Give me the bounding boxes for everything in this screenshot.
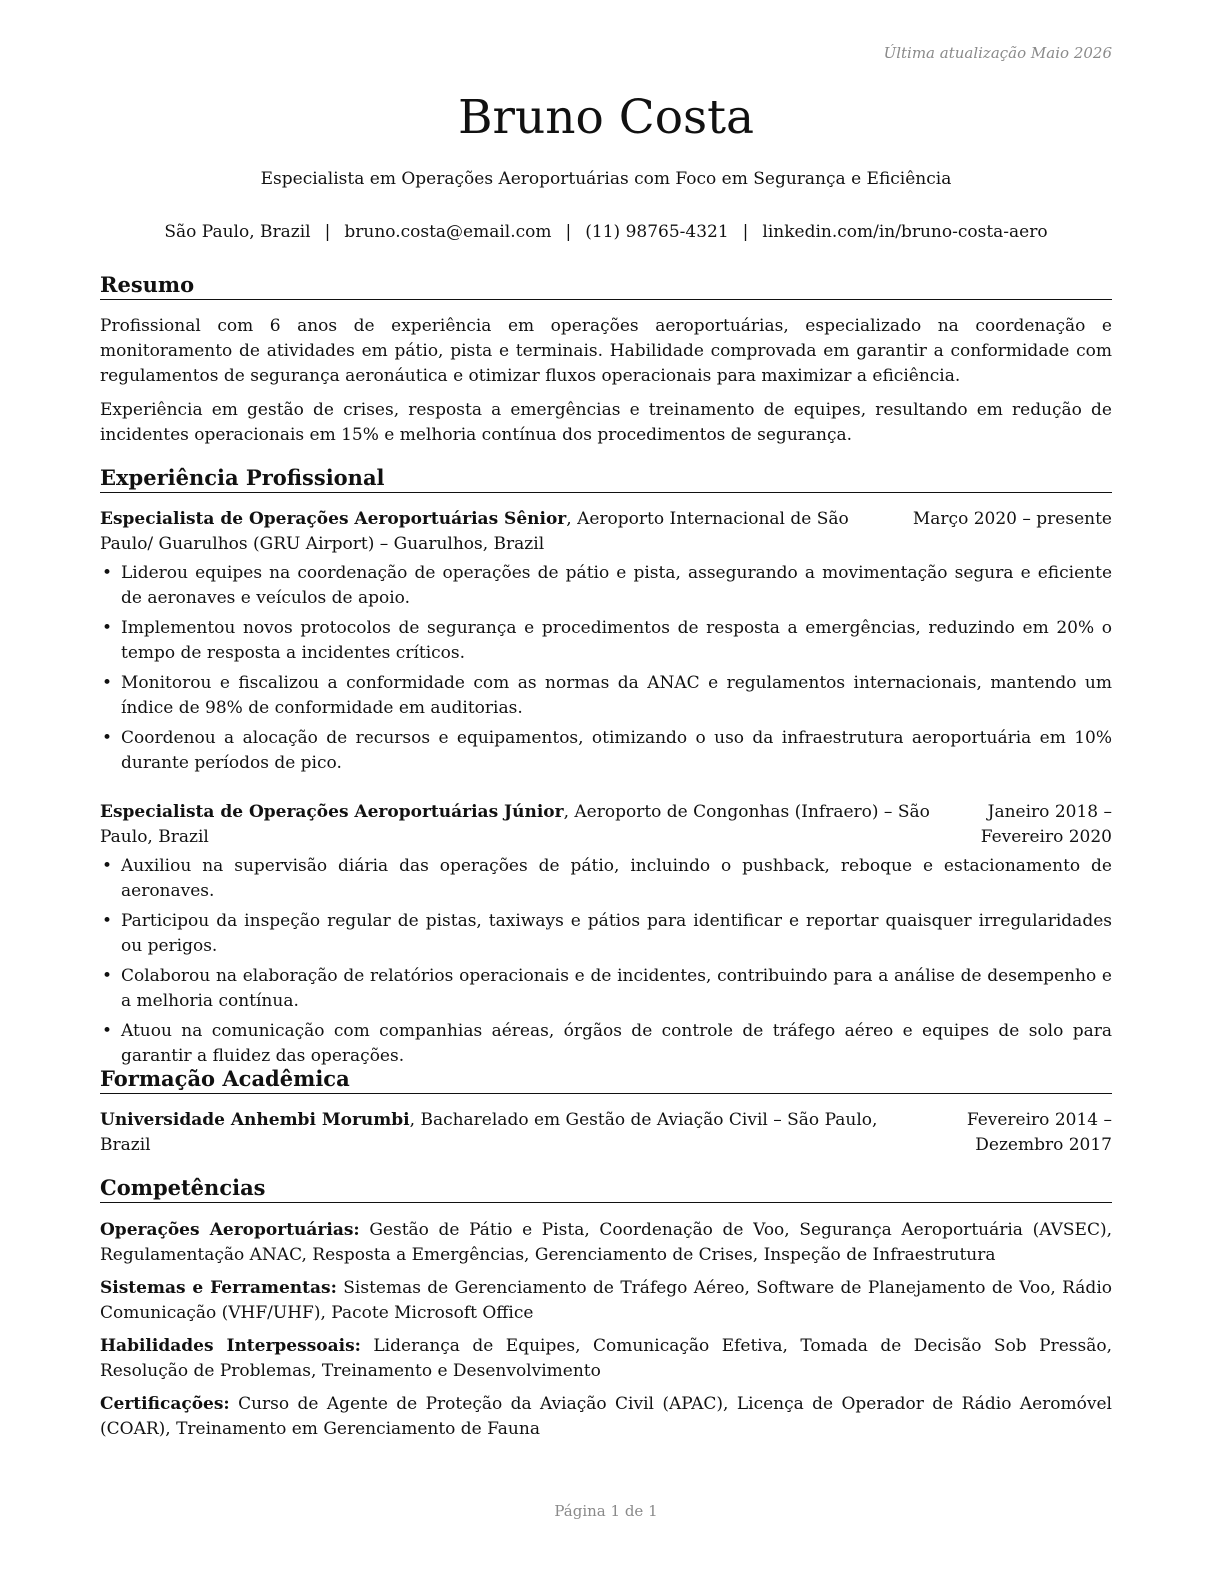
skill-group xyxy=(100,1392,1112,1442)
location: São Paulo, Brazil xyxy=(164,222,311,242)
job-organization: , Aeroporto Internacional de São Paulo/ Guarulhos (GRU Airport) – Guarulhos, Brazil xyxy=(100,509,849,554)
list-item: • Participou da inspeção regular de pistas, taxiways e pátios para identificar e reportar quaisquer irregularidades ou perigos. xyxy=(100,909,1112,959)
section-title-skills: Competências xyxy=(100,1175,1112,1203)
list-item: • Liderou equipes na coordenação de operações de pátio e pista, assegurando a movimentação segura e eficiente de aeronaves e veículos de apoio. xyxy=(100,561,1112,611)
skills-section xyxy=(100,1218,1112,1450)
skill-text: Gestão de Pátio e Pista, Coordenação de Voo, Segurança Aeroportuária (AVSEC), Regulamentação ANAC, Resposta a Emergências, Gerenciamento de Crises, Inspeção de Infraestrutura xyxy=(100,1220,1113,1265)
resume-page xyxy=(100,0,1112,1584)
separator: | xyxy=(742,222,749,242)
job-title-line xyxy=(100,800,930,850)
list-item: • Atuou na comunicação com companhias aéreas, órgãos de controle de tráfego aéreo e equipes de solo para garantir a fluidez das operações. xyxy=(100,1019,1112,1069)
last-updated: Última atualização Maio 2026 xyxy=(883,44,1112,62)
contact-line xyxy=(100,220,1112,244)
skill-text: Sistemas de Gerenciamento de Tráfego Aéreo, Software de Planejamento de Voo, Rádio Comunicação (VHF/UHF), Pacote Microsoft Office xyxy=(100,1278,1112,1323)
list-item: • Colaborou na elaboração de relatórios operacionais e de incidentes, contribuindo para a análise de desempenho e a melhoria contínua. xyxy=(100,964,1112,1014)
list-item: • Coordenou a alocação de recursos e equipamentos, otimizando o uso da infraestrutura aeroportuária em 10% durante períodos de pico. xyxy=(100,726,1112,776)
section-title-summary: Resumo xyxy=(100,272,1112,300)
skill-group xyxy=(100,1276,1112,1326)
school-name: Universidade Anhembi Morumbi xyxy=(100,1110,410,1130)
list-item: • Monitorou e fiscalizou a conformidade com as normas da ANAC e regulamentos internacionais, mantendo um índice de 98% de conformidade em auditorias. xyxy=(100,671,1112,721)
education-entry xyxy=(100,1108,1112,1158)
skill-text: Liderança de Equipes, Comunicação Efetiva, Tomada de Decisão Sob Pressão, Resolução de Problemas, Treinamento e Desenvolvimento xyxy=(100,1336,1112,1381)
skill-label: Certificações: xyxy=(100,1394,230,1414)
education-line xyxy=(100,1108,930,1158)
headline: Especialista em Operações Aeroportuárias com Foco em Segurança e Eficiência xyxy=(260,169,952,189)
job-dates: Março 2020 – presente xyxy=(912,509,1112,529)
skill-group xyxy=(100,1334,1112,1384)
list-item: • Auxiliou na supervisão diária das operações de pátio, incluindo o pushback, reboque e estacionamento de aeronaves. xyxy=(100,854,1112,904)
separator: | xyxy=(324,222,331,242)
skill-text: Curso de Agente de Proteção da Aviação Civil (APAC), Licença de Operador de Rádio Aeromóvel (COAR), Treinamento em Gerenciamento de Fauna xyxy=(100,1394,1112,1439)
education-header xyxy=(100,1108,1112,1158)
summary-section xyxy=(100,314,1112,457)
page-number: Página 1 de 1 xyxy=(554,1502,658,1520)
linkedin-link[interactable]: linkedin.com/in/bruno-costa-aero xyxy=(762,222,1048,242)
skill-group xyxy=(100,1218,1112,1268)
job-dates: Janeiro 2018 – Fevereiro 2020 xyxy=(980,802,1112,847)
summary-paragraph: Experiência em gestão de crises, resposta a emergências e treinamento de equipes, resultando em redução de incidentes operacionais em 15% e melhoria contínua dos procedimentos de segurança. xyxy=(100,400,1112,445)
job-organization: , Aeroporto de Congonhas (Infraero) – São Paulo, Brazil xyxy=(100,802,930,847)
skill-label: Sistemas e Ferramentas: xyxy=(100,1278,337,1298)
job-header xyxy=(100,507,1112,557)
degree-detail: , Bacharelado em Gestão de Aviação Civil – São Paulo, Brazil xyxy=(100,1110,878,1155)
list-item: • Implementou novos protocolos de segurança e procedimentos de resposta a emergências, reduzindo em 20% o tempo de resposta a incidentes críticos. xyxy=(100,616,1112,666)
job-header xyxy=(100,800,1112,850)
job-entry xyxy=(100,507,1112,781)
job-role: Especialista de Operações Aeroportuárias Júnior xyxy=(100,802,564,822)
education-dates: Fevereiro 2014 – Dezembro 2017 xyxy=(966,1110,1112,1155)
skill-label: Operações Aeroportuárias: xyxy=(100,1220,360,1240)
phone: (11) 98765-4321 xyxy=(585,222,729,242)
candidate-name: Bruno Costa xyxy=(457,90,755,145)
job-bullets xyxy=(100,854,1112,1069)
job-role: Especialista de Operações Aeroportuárias Sênior xyxy=(100,509,567,529)
job-title-line xyxy=(100,507,901,557)
section-title-experience: Experiência Profissional xyxy=(100,465,1112,493)
skill-label: Habilidades Interpessoais: xyxy=(100,1336,361,1356)
job-entry xyxy=(100,800,1112,1074)
separator: | xyxy=(565,222,572,242)
job-bullets xyxy=(100,561,1112,776)
summary-paragraph: Profissional com 6 anos de experiência em operações aeroportuárias, especializado na coordenação e monitoramento de atividades em pátio, pista e terminais. Habilidade comprovada em garantir a conformidade com regulamentos de segurança aeronáutica e otimizar fluxos operacionais para maximizar a eficiência. xyxy=(100,316,1112,386)
section-title-education: Formação Acadêmica xyxy=(100,1066,1112,1094)
email-link[interactable]: bruno.costa@email.com xyxy=(344,222,552,242)
